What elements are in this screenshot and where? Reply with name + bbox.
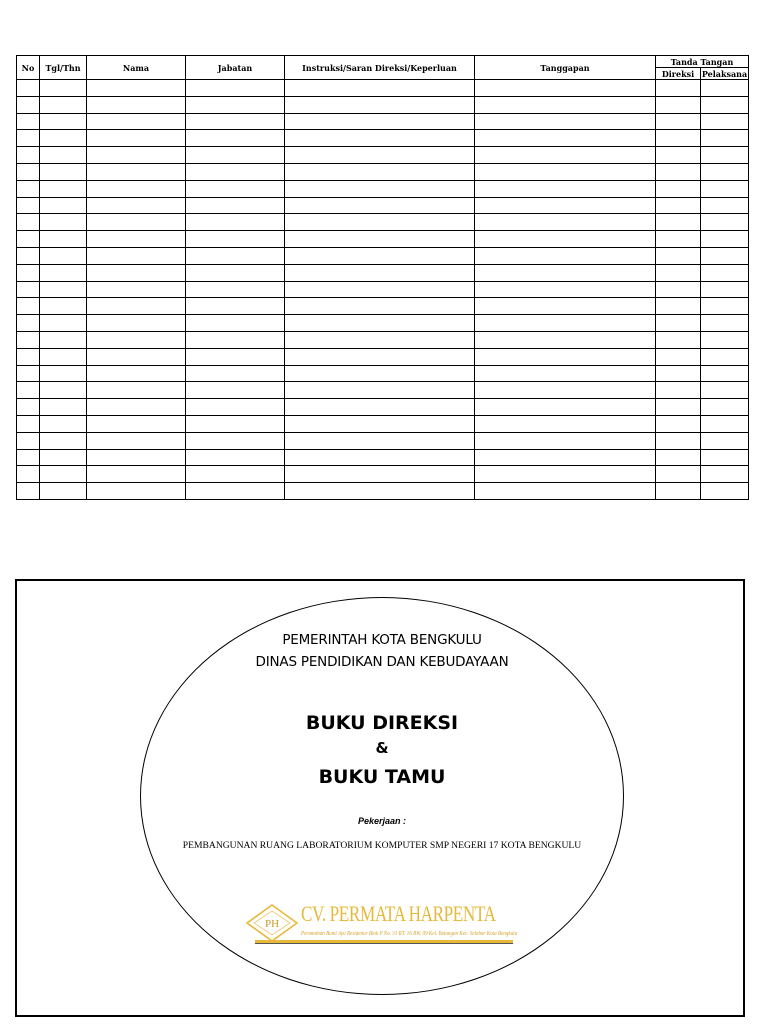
table-cell (40, 449, 87, 466)
table-cell (285, 365, 475, 382)
table-row (17, 147, 749, 164)
table-row (17, 466, 749, 483)
header-no: No (17, 56, 40, 80)
table-cell (87, 331, 186, 348)
table-cell (656, 348, 701, 365)
table-cell (285, 214, 475, 231)
table-cell (186, 331, 285, 348)
table-cell (87, 449, 186, 466)
table-cell (17, 432, 40, 449)
table-cell (87, 130, 186, 147)
table-cell (285, 449, 475, 466)
table-cell (285, 247, 475, 264)
table-cell (40, 365, 87, 382)
table-cell (656, 163, 701, 180)
company-logo-icon (245, 903, 299, 943)
table-cell (17, 298, 40, 315)
table-cell (285, 466, 475, 483)
company-logo-block (245, 901, 518, 949)
header-direksi: Direksi (656, 68, 701, 80)
government-line: PEMERINTAH KOTA BENGKULU (282, 632, 482, 648)
table-cell (40, 331, 87, 348)
table-cell (656, 130, 701, 147)
log-table (16, 55, 749, 500)
table-cell (701, 483, 749, 500)
table-cell (186, 147, 285, 164)
table-cell (40, 382, 87, 399)
table-cell (656, 214, 701, 231)
table-cell (475, 399, 656, 416)
table-cell (475, 214, 656, 231)
table-cell (656, 96, 701, 113)
title-ampersand: & (375, 739, 389, 757)
table-cell (656, 281, 701, 298)
title-buku-direksi: BUKU DIREKSI (305, 712, 459, 734)
title-buku-tamu: BUKU TAMU (318, 766, 446, 788)
table-cell (701, 197, 749, 214)
table-row (17, 214, 749, 231)
table-row (17, 231, 749, 248)
table-row (17, 264, 749, 281)
header-pelaksana: Pelaksana (701, 68, 748, 79)
table-cell (656, 247, 701, 264)
table-cell (186, 281, 285, 298)
table-cell (701, 298, 749, 315)
table-row (17, 197, 749, 214)
table-cell (40, 483, 87, 500)
table-cell (701, 315, 749, 332)
table-cell (701, 80, 749, 97)
table-cell (475, 180, 656, 197)
table-cell (87, 348, 186, 365)
table-cell (40, 264, 87, 281)
table-cell (17, 180, 40, 197)
table-cell (17, 80, 40, 97)
table-cell (17, 214, 40, 231)
table-cell (285, 180, 475, 197)
table-cell (656, 147, 701, 164)
table-cell (40, 466, 87, 483)
table-cell (40, 281, 87, 298)
table-cell (701, 214, 749, 231)
table-cell (186, 197, 285, 214)
table-cell (87, 483, 186, 500)
table-cell (701, 163, 749, 180)
table-cell (87, 180, 186, 197)
table-cell (87, 382, 186, 399)
table-cell (656, 483, 701, 500)
table-row (17, 163, 749, 180)
table-cell (475, 231, 656, 248)
table-cell (40, 315, 87, 332)
table-cell (87, 432, 186, 449)
table-cell (17, 281, 40, 298)
table-cell (40, 180, 87, 197)
table-cell (87, 147, 186, 164)
table-cell (186, 382, 285, 399)
table-cell (186, 449, 285, 466)
table-cell (656, 399, 701, 416)
table-row (17, 365, 749, 382)
table-cell (285, 415, 475, 432)
table-cell (186, 432, 285, 449)
table-cell (17, 382, 40, 399)
table-cell (701, 264, 749, 281)
table-cell (186, 96, 285, 113)
table-cell (40, 231, 87, 248)
table-cell (40, 415, 87, 432)
table-cell (701, 231, 749, 248)
table-cell (40, 247, 87, 264)
table-row (17, 298, 749, 315)
project-name: PEMBANGUNAN RUANG LABORATORIUM KOMPUTER SMP NEGERI 17 KOTA BENGKULU (182, 840, 582, 851)
table-cell (285, 348, 475, 365)
table-cell (285, 298, 475, 315)
table-cell (17, 247, 40, 264)
table-cell (40, 214, 87, 231)
table-cell (475, 163, 656, 180)
table-cell (475, 298, 656, 315)
table-row (17, 281, 749, 298)
table-cell (656, 449, 701, 466)
table-row (17, 348, 749, 365)
table-row (17, 247, 749, 264)
table-cell (186, 130, 285, 147)
table-cell (285, 331, 475, 348)
table-cell (656, 415, 701, 432)
table-cell (87, 80, 186, 97)
table-cell (87, 399, 186, 416)
table-cell (40, 197, 87, 214)
table-cell (701, 365, 749, 382)
table-cell (87, 315, 186, 332)
table-cell (17, 130, 40, 147)
table-cell (17, 163, 40, 180)
table-cell (701, 281, 749, 298)
header-jabatan: Jabatan (186, 56, 285, 80)
table-cell (701, 147, 749, 164)
table-row (17, 96, 749, 113)
header-nama: Nama (87, 56, 186, 80)
table-cell (701, 415, 749, 432)
table-cell (87, 163, 186, 180)
table-cell (701, 130, 749, 147)
table-cell (17, 365, 40, 382)
table-cell (701, 348, 749, 365)
pekerjaan-label: Pekerjaan : (357, 816, 407, 826)
log-table-body (17, 80, 749, 500)
table-cell (285, 113, 475, 130)
company-name: CV. PERMATA HARPENTA (301, 901, 496, 926)
table-cell (87, 197, 186, 214)
cover-page (15, 579, 745, 1017)
table-cell (656, 231, 701, 248)
table-row (17, 113, 749, 130)
table-cell (475, 197, 656, 214)
table-cell (701, 432, 749, 449)
table-cell (40, 147, 87, 164)
table-cell (656, 432, 701, 449)
table-cell (475, 432, 656, 449)
header-tanggapan: Tanggapan (475, 56, 656, 80)
table-cell (475, 331, 656, 348)
table-cell (87, 247, 186, 264)
table-cell (656, 80, 701, 97)
table-cell (475, 264, 656, 281)
table-cell (285, 432, 475, 449)
table-row (17, 432, 749, 449)
table-cell (186, 315, 285, 332)
table-cell (656, 113, 701, 130)
table-cell (475, 415, 656, 432)
table-cell (87, 281, 186, 298)
table-cell (285, 163, 475, 180)
table-row (17, 449, 749, 466)
table-cell (701, 449, 749, 466)
table-cell (40, 399, 87, 416)
table-cell (186, 399, 285, 416)
table-cell (475, 382, 656, 399)
table-cell (17, 96, 40, 113)
table-cell (475, 365, 656, 382)
table-cell (285, 399, 475, 416)
table-cell (475, 449, 656, 466)
table-cell (186, 231, 285, 248)
table-row (17, 382, 749, 399)
table-cell (40, 80, 87, 97)
table-cell (285, 231, 475, 248)
table-row (17, 483, 749, 500)
table-cell (285, 96, 475, 113)
table-cell (186, 80, 285, 97)
table-cell (701, 382, 749, 399)
header-tgl-thn: Tgl/Thn (40, 56, 87, 80)
table-cell (656, 264, 701, 281)
table-cell (87, 231, 186, 248)
table-cell (186, 163, 285, 180)
table-cell (285, 315, 475, 332)
table-cell (656, 298, 701, 315)
table-cell (87, 264, 186, 281)
table-row (17, 180, 749, 197)
table-cell (17, 348, 40, 365)
table-cell (87, 298, 186, 315)
table-cell (656, 382, 701, 399)
table-cell (186, 466, 285, 483)
table-cell (656, 180, 701, 197)
header-instruksi: Instruksi/Saran Direksi/Keperluan (285, 56, 475, 80)
table-cell (40, 348, 87, 365)
table-row (17, 80, 749, 97)
table-cell (285, 147, 475, 164)
table-cell (656, 466, 701, 483)
table-cell (285, 483, 475, 500)
table-cell (475, 130, 656, 147)
table-cell (701, 247, 749, 264)
table-cell (186, 365, 285, 382)
table-cell (701, 399, 749, 416)
table-cell (87, 466, 186, 483)
table-cell (40, 96, 87, 113)
table-cell (701, 113, 749, 130)
table-cell (701, 331, 749, 348)
table-cell (656, 331, 701, 348)
table-cell (475, 466, 656, 483)
table-cell (285, 382, 475, 399)
logo-underline (255, 940, 513, 944)
table-cell (186, 298, 285, 315)
table-cell (475, 483, 656, 500)
table-cell (186, 264, 285, 281)
table-cell (186, 113, 285, 130)
table-cell (285, 264, 475, 281)
table-cell (475, 113, 656, 130)
table-cell (285, 281, 475, 298)
table-cell (186, 180, 285, 197)
table-cell (17, 466, 40, 483)
table-cell (87, 96, 186, 113)
table-cell (40, 163, 87, 180)
table-cell (17, 331, 40, 348)
table-cell (186, 483, 285, 500)
logo-letters: PH (264, 918, 280, 930)
table-cell (17, 315, 40, 332)
table-cell (656, 197, 701, 214)
table-cell (475, 80, 656, 97)
table-cell (475, 348, 656, 365)
department-line: DINAS PENDIDIKAN DAN KEBUDAYAAN (255, 654, 509, 670)
table-cell (40, 130, 87, 147)
table-cell (17, 147, 40, 164)
table-cell (701, 466, 749, 483)
table-cell (701, 96, 749, 113)
table-row (17, 399, 749, 416)
table-row (17, 130, 749, 147)
table-cell (17, 231, 40, 248)
table-cell (17, 449, 40, 466)
table-row (17, 315, 749, 332)
table-cell (186, 348, 285, 365)
table-cell (656, 315, 701, 332)
table-cell (17, 415, 40, 432)
table-cell (656, 365, 701, 382)
table-cell (475, 315, 656, 332)
company-address: Perumahan Bumi Ayu Residence Blok P No. 31 RT. 16 RW. 09 Kel. Betungan Kec. Selebar Kota Bengkulu (301, 931, 518, 937)
table-cell (17, 113, 40, 130)
table-cell (17, 264, 40, 281)
table-cell (17, 399, 40, 416)
table-row (17, 415, 749, 432)
header-tanda-tangan: Tanda Tangan (656, 56, 749, 68)
table-cell (87, 113, 186, 130)
table-cell (186, 247, 285, 264)
table-cell (87, 365, 186, 382)
table-cell (40, 113, 87, 130)
table-cell (87, 415, 186, 432)
table-cell (17, 483, 40, 500)
table-cell (40, 298, 87, 315)
table-cell (285, 80, 475, 97)
table-row (17, 331, 749, 348)
table-cell (701, 180, 749, 197)
table-cell (87, 214, 186, 231)
table-cell (285, 130, 475, 147)
table-cell (186, 214, 285, 231)
table-cell (285, 197, 475, 214)
table-cell (475, 147, 656, 164)
table-cell (475, 247, 656, 264)
table-cell (475, 281, 656, 298)
table-cell (186, 415, 285, 432)
table-cell (40, 432, 87, 449)
table-cell (17, 197, 40, 214)
table-cell (475, 96, 656, 113)
